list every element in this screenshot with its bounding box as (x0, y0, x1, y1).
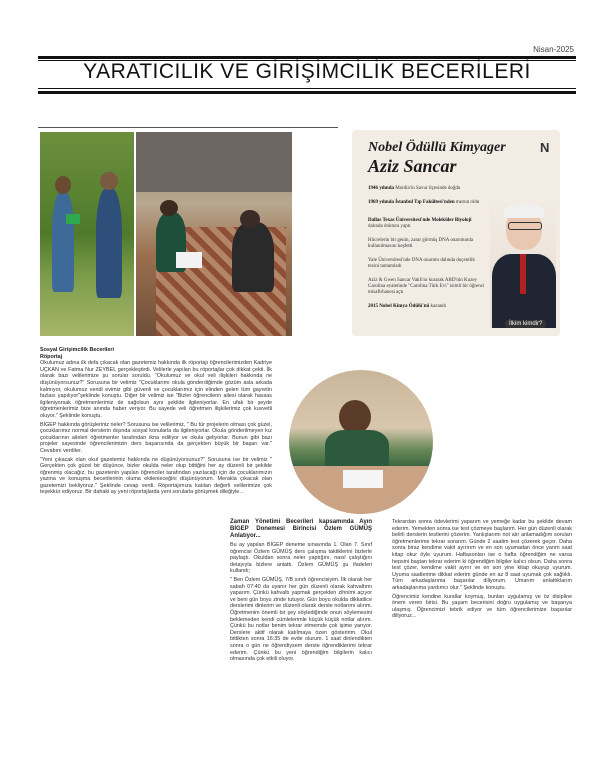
interview-photo-outdoor (40, 132, 134, 336)
scientist-portrait (490, 198, 556, 328)
interview-article (40, 347, 272, 498)
section-rule (38, 127, 338, 128)
page-title: YARATICILIK VE GİRİŞİMCİLİK BECERİLERİ (83, 60, 531, 83)
article-heading: Zaman Yönetimi Becerileri kapsamında Ayın BİGEP Donemesi Birincisi Özlem GÜMÜŞ Anlatıyor... (230, 519, 372, 539)
card-item: Yale Üniversitesi'nde DNA onarımı dalında doçentlik tezini tamamladı (368, 258, 475, 269)
time-management-article-cont (392, 519, 572, 622)
article-subheading: Röportaj (40, 353, 63, 360)
article-paragraph: "Yeni çıkacak olan okul gazetemiz hakkında ne düşünüyorsunuz?" Sorusuna ise bir velimiz " Gerçekten çok güzel bir düşünce, bizler okulda neler olup bittiğini her ay düzenli bir şekilde öğrenmiş olacağız, bu gazetenin yapılan öğrenciler tarafından yazılacağı için de çocuklarımızın yazma ve konuşma becerilerinin oluma ekilenieceğini düşünüyorum. Merakla çıkacak olan gazetemizi bekliyoruz." Şeklinde cevap verdi. Röportajımıza katılan değerli velilerimize çok teşekkür ediyoruz. Bir dahaki ay yeni röportajlarda yeni sorularla görüşmek dileğiyle... (40, 456, 272, 496)
article-paragraph: Okulumuz adına ilk defa çıkacak olan gazetemiz hakkında ilk röportajı öğrencilerimizden Kadriye UÇKAN ve Fatma Nur ZEYBEL gerçekleştirdi. Velilerle yapılan bu röportajlar çok dikkat çekti. İlk olarak bazı velilerimize şu sorular soruldu. "Okulumuz ve okul veli ilişkileri hakkında ne düşünüyorsunuz?" Sorusuna bir velimiz "Çocuklarımı okula gönderdiğimde gözüm asla arkada kalmıyor, okulumuz vendi evimiz gibi güvenli ve çocuklarımız için elinden gelen tüm gayretin fazlası yapılıyor"şeklinde konuştu. Diğer bir velimiz ise "Bizler öğrencilerin ailesi olarak hassas ilgileniyorsak öğretmenlerimiz de sağolsun aynı şekilde ilgileniyorlar. En ufak bir şeyde öğretmenlerimiz bize anında haber veriyor. Bu sayede veli öğretmen ilişkilerimiz çok kuvvetli oluyor." Şeklinde konuştu. (40, 360, 272, 419)
article-heading: Sosyal Girişimcilik Becerileri (40, 347, 115, 353)
interview-photo-indoor (136, 132, 292, 336)
card-item: 1946 yılında Mardin'in Savur ilçesinde doğdu (368, 186, 461, 191)
title-rule-thin (38, 88, 576, 89)
card-title-line1: Nobel Ödüllü Kimyager (368, 140, 506, 155)
ilkim-badge: İlkim kimdir? (505, 320, 546, 328)
article-paragraph: Öğrencimiz kendine kurallar koymuş, bunları uygulamış ve öz disipline önem veren birisi. Bu yaşam becerisini doğru uygulamış ve başarıya ulaşmış. Öğrencimizi tebrik ediyor ve tüm öğrencilerimize başarılar diliyoruz... (392, 593, 572, 620)
article-paragraph: " Ben Özlem GÜMÜŞ, 7/B sınıfı öğrencisiyim. İlk olarak her sabah 07:40 da uyanır her gün düzenli olarak kahvaltımı yaparım. Çünkü kahvaltı yapmak gerçekten zihnimi açıyor ve beni gün boyu zinde tutuyor. Gün boyu okulda dikkatlice derslerimi dinlerim ve düzenli olarak derste notlarımı alırım. Öğretmenim önemli bir şey söylediğinde onun söylemesini beklemeden kendi cümlelerimle küçük küçük notlar alırım. Çünkü bu notlar benim tekrar etmemde çok işime yarıyor. Derslere aktif olarak katılmaya özen gösteririm. Okul bittikten sonra 16:35 de evde olurum. 1 saat dinlendikten sonra o gün ne öğrendiysem derste öğrendiklerimi tekrar ederim. Çünkü bu yeni öğrendiğim bilgilerin kalıcı olmasında çok etkili oluyor. (230, 576, 372, 663)
time-management-article (230, 519, 372, 665)
student-photo (289, 370, 433, 514)
card-item: 1969 yılında İstanbul Tıp Fakültesi'nden mezun oldu (368, 200, 480, 205)
card-item: Aziz & Gwen Sancar Vakfı'nı kurarak ABD'nin Kuzey Carolina eyaletinde "Carolina Türk Evi" isimli bir öğrenci misafirhanesi açtı (368, 278, 485, 295)
card-item: Hücrelerin bir genin, zarar görmüş DNA onarımında kullanılmasını keşfetti (368, 238, 474, 249)
top-rule (38, 56, 576, 59)
article-paragraph: BİGEP hakkında görüşleriniz neler? Sorusuna ise velilerimiz, " Bu tür projelerin olması çok güzel, çocuklarımız normal derslerin dışında sosyal konularla da ilgileniyorlar. Okula gönderilmeyen kız çocuklarının aileleri öğretmenler tarafından ikna ediliyor ve okula geliyorlar. Bunun gibi bazı projeler sayesinde öğrencilerimizin ders başarısında da gerçekten büyük bir başarı var." Cevabını verdiler. (40, 421, 272, 454)
card-item: Dallas Texas Üniversitesi'nde Moleküler Biyoloji dalında doktora yaptı (368, 218, 472, 229)
article-paragraph: Tekrardan sonra ödevlerimi yaparım ve yemeğe kadar bu şekilde devam ederim. Yemekten sonra ise test çözmeye başlarım. Her gün düzenli olarak belirli derslerin testlerini çözerim. Yanlışlarımı not alır anlamadığım soruları öğretmenlerime tekrar sorarım. Günde 2 saatim test çözerek geçer. Daha sonra biraz kendime vakit ayırırım ve en son uyumadan önce yarım saat kitap okur öyle uyurum. Haftasonları ise o hafta öğrendiğim ne varsa hepsini baştan tekrar ederim ki öğrendiğim bilgiler kalıcı olsun. Daha sonra test çözer, kendime vakit ayırır ve en son yine kitap okuyup uyurum. Uyuma saatlerime dikkat ederim günde en az 8 saat uyumak çok sağlıklı. Tüm arkadaşlarıma başarılar diliyorum. Umarım anlattıklarım arkadaşlarıma yardımcı olur." Şeklinde konuştu. (392, 519, 572, 591)
card-logo: N (540, 140, 550, 155)
title-rule (38, 91, 576, 94)
card-item: 2015 Nobel Kimya Ödülü'nü kazandı (368, 304, 447, 309)
issue-date: Nisan-2025 (533, 45, 574, 54)
card-title-line2: Aziz Sancar (368, 156, 457, 176)
article-paragraph: Bu ay yapılan BİGEP deneme sınavında 1. Olan 7. Sınıf öğrencisi Özlem GÜMÜŞ ders çalışma taktiklerini bizlerle paylaştı. Okuldan sonra neler yaptığını, nasıl çalıştığını detayıyla bizlere anlattı. Özlem GÜMÜŞ şu ifadeleri kullandı; (230, 542, 372, 575)
